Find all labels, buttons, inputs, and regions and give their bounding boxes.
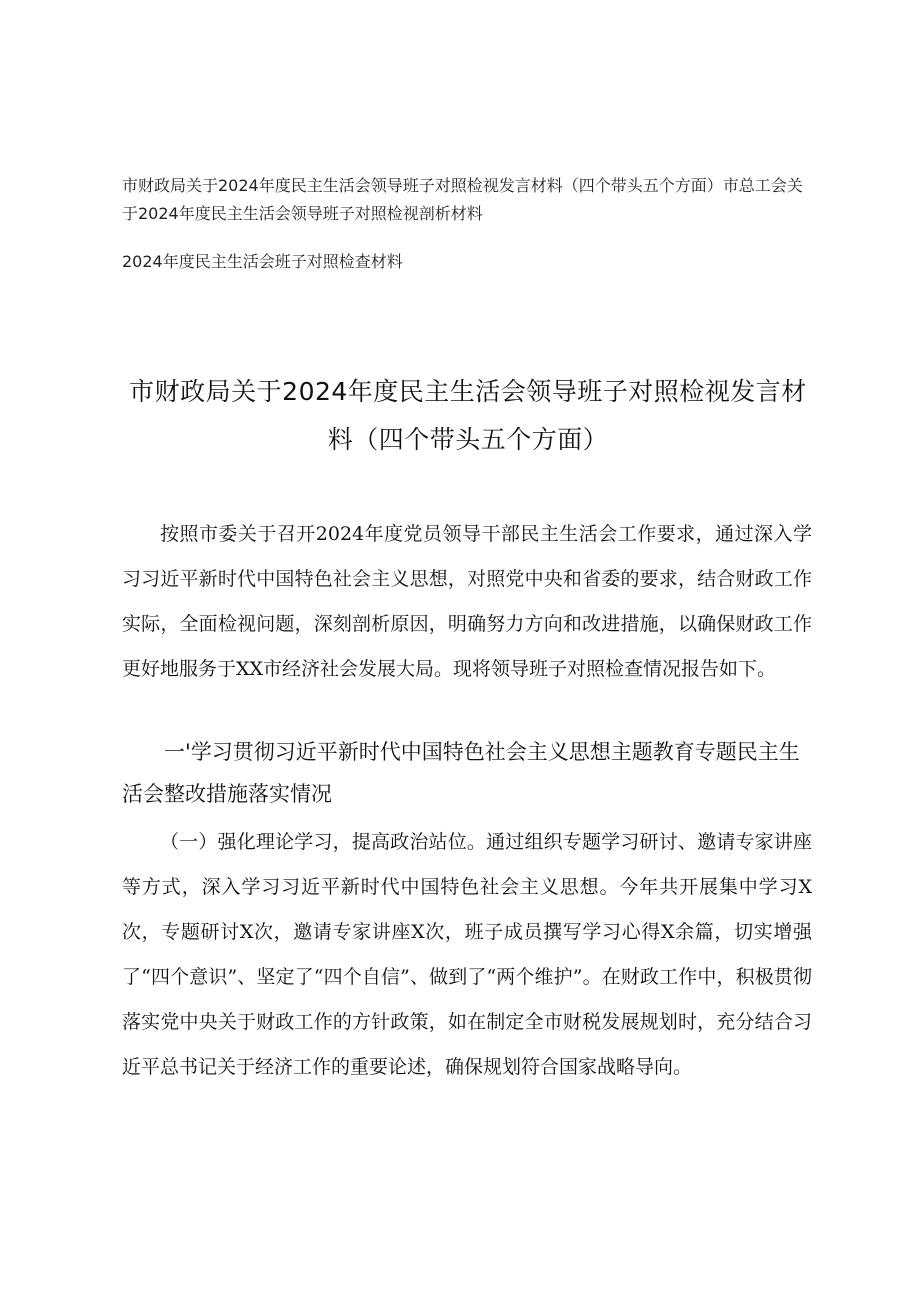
section-1-heading: 一'学习贯彻习近平新时代中国特色社会主义思想主题教育专题民主生活会整改措施落实情况 [122, 740, 800, 806]
intro-paragraph: 按照市委关于召开2024年度党员领导干部民主生活会工作要求，通过深入学习习近平新时代中国特色社会主义思想，对照党中央和省委的要求，结合财政工作实际，全面检视问题，深刻剖析原因，明确努力方向和改进措施，以确保财政工作更好地服务于XX市经济社会发展大局。现将领导班子对照检查情况报告如下。 [122, 523, 812, 680]
section-1-paragraph-1: （一）强化理论学习，提高政治站位。通过组织专题学习研讨、邀请专家讲座等方式，深入学习习近平新时代中国特色社会主义思想。今年共开展集中学习X次，专题研讨X次，邀请专家讲座X次，班子成员撰写学习心得X余篇，切实增强了“四个意识”、坚定了“四个自信”、做到了“两个维护”。在财政工作中，积极贯彻落实党中央关于财政工作的方针政策，如在制定全市财税发展规划时，充分结合习近平总书记关于经济工作的重要论述，确保规划符合国家战略导向。 [122, 831, 812, 1078]
toc-item-2[interactable]: 2024年度民主生活会班子对照检查材料 [122, 252, 403, 271]
table-of-contents [122, 172, 812, 276]
document-title: 市财政局关于2024年度民主生活会领导班子对照检视发言材料（四个带头五个方面） [129, 377, 807, 454]
toc-item-1[interactable]: 市财政局关于2024年度民主生活会领导班子对照检视发言材料（四个带头五个方面）市总工会关于2024年度民主生活会领导班子对照检视剖析材料 [122, 176, 803, 223]
